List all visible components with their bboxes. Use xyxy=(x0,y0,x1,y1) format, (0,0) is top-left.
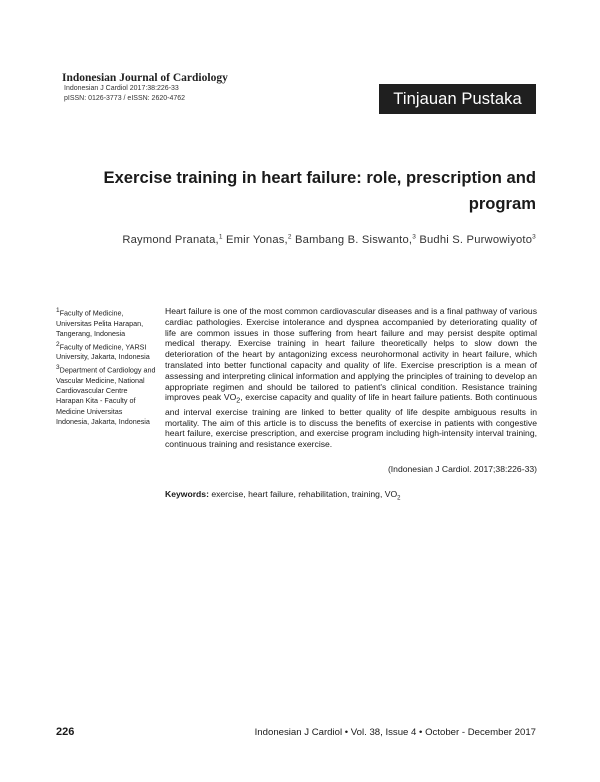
author-list xyxy=(60,233,536,246)
affiliation: $^2$Faculty of Medicine, YARSI University, Jakarta, Indonesia xyxy=(56,340,150,362)
section-tag: Tinjauan Pustaka xyxy=(379,84,536,114)
journal-name: Indonesian Journal of Cardiology xyxy=(62,72,228,84)
affiliations xyxy=(56,306,156,428)
journal-header xyxy=(62,72,228,104)
journal-citation-line: Indonesian J Cardiol 2017:38:226-33 xyxy=(64,85,179,92)
footer-journal-ref: Indonesian J Cardiol • Vol. 38, Issue 4 • October - December 2017 xyxy=(254,727,536,738)
keywords-label: Keywords: xyxy=(165,489,209,499)
journal-issn-line: pISSN: 0126-3773 / eISSN: 2620-4762 xyxy=(64,95,186,102)
author: Bambang B. Siswanto,$^3$ xyxy=(295,233,417,246)
citation: (Indonesian J Cardiol. 2017;38:226-33) xyxy=(387,464,537,474)
page-number: 226 xyxy=(56,726,75,738)
affiliation: $^3$Department of Cardiology and Vascular Medicine, National Cardiovascular Centre Harapan Kita - Faculty of Medicine Universitas Indonesia, Jakarta, Indonesia xyxy=(56,363,156,427)
abstract: Heart failure is one of the most common cardiovascular diseases and is a final pathway of various cardiac pathologies. Exercise intolerance and dyspnea accompanied by deteriorating quality of life are common issues in those suffering from heart failure and may persist despite optimal medical therapy. Exercise training in heart failure theoretically helps to slow down the deterioration of the heart by antagonizing excess neurohormonal activity in heart failure, which translated into better functional capacity and quality of life. Exercise prescription is a mean of assessing and interpreting clinical information and applying the principles of training to develop an appropriate regimen and should be tailored to patient's clinical condition. Resistance training improves peak $VO_2$, exercise capacity and quality of life in heart failure patients. Both continuous and interval exercise training are linked to better quality of life despite ambiguous results in mortality. The aim of this article is to discuss the benefits of exercise in patients with congestive heart failure, exercise prescription, and exercise program including high-intensity interval training, continuous training and resistance exercise. xyxy=(165,306,537,450)
author: Emir Yonas,$^2$ xyxy=(225,233,292,246)
author: Raymond Pranata,$^1$ xyxy=(122,233,223,246)
keywords: Keywords: exercise, heart failure, rehabilitation, training, $VO_2$ xyxy=(165,489,401,502)
author: Budhi S. Purwowiyoto$^3$ xyxy=(419,233,536,246)
article-title: Exercise training in heart failure: role, prescription and program xyxy=(103,168,536,213)
affiliation: $^1$Faculty of Medicine, Universitas Pelita Harapan, Tangerang, Indonesia xyxy=(56,307,144,339)
